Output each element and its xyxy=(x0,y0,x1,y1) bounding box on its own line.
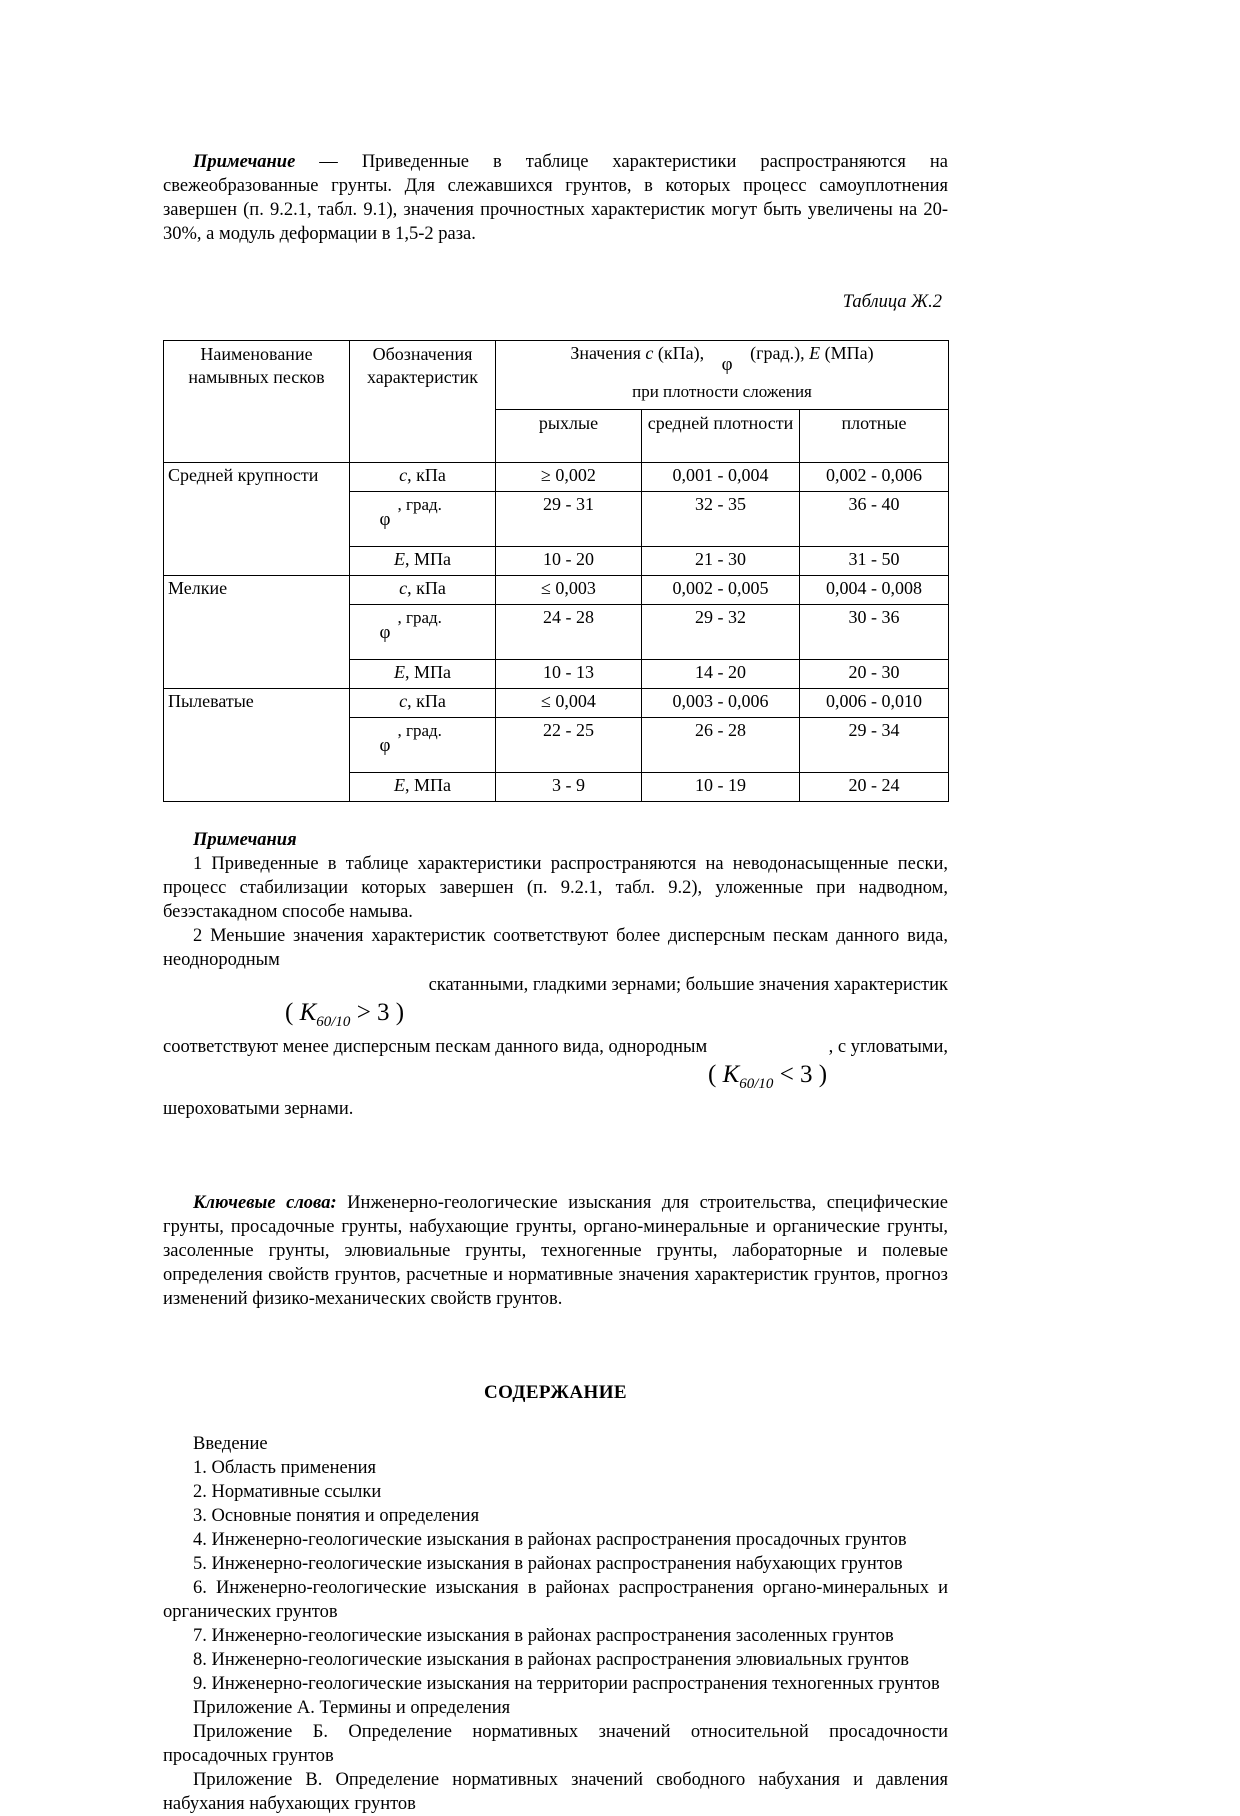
value-cell-dense: 20 - 24 xyxy=(800,773,949,802)
table-zh2 xyxy=(163,340,949,802)
formula2-sub: 60/10 xyxy=(739,1075,774,1092)
note-1: 1 Приведенные в таблице характеристики распространяются на неводонасыщенные пески, процесс стабилизации которых завершен (п. 9.2.1, табл. 9.2), уложенные при надводном, безэстакадном способе намыва. xyxy=(163,854,948,923)
symbol-E: E xyxy=(394,775,405,796)
keywords-label: Ключевые слова: xyxy=(193,1192,337,1213)
characteristic-cell xyxy=(350,689,496,718)
phi-grad-label xyxy=(379,720,466,757)
header-values-kpa: (кПа), xyxy=(653,343,709,364)
contents-item[interactable]: 9. Инженерно-геологические изыскания на территории распространения техногенных грунтов xyxy=(193,1674,940,1695)
unit-label: , град. xyxy=(397,495,442,515)
formula1-sub: 60/10 xyxy=(316,1013,351,1030)
contents-item[interactable]: 8. Инженерно-геологические изыскания в районах распространения элювиальных грунтов xyxy=(193,1650,909,1670)
symbol-E: E xyxy=(394,662,405,683)
notes-title xyxy=(163,828,948,852)
contents-item[interactable]: Приложение Б. Определение нормативных значений относительной просадочности просадочных грунтов xyxy=(163,1722,948,1767)
note-top-text: Приведенные в таблице характеристики распространяются на свежеобразованные грунты. Для слежавшихся грунтов, в которых процесс самоуплотнения завершен (п. 9.2.1, табл. 9.1), значения прочностных характеристик могут быть увеличены на 20-30%, а модуль деформации в 1,5-2 раза. xyxy=(163,152,949,245)
characteristic-cell xyxy=(350,773,496,802)
header-sub-medium: средней плотности xyxy=(642,410,800,463)
note-2-part1: 2 Меньшие значения характеристик соответствуют более дисперсным пескам данного вида, неоднородным xyxy=(163,926,948,971)
value-cell-loose: 10 - 20 xyxy=(496,547,642,576)
unit-label: , кПа xyxy=(407,691,446,712)
characteristic-cell xyxy=(350,718,496,773)
value-cell-dense: 20 - 30 xyxy=(800,660,949,689)
value-cell-dense: 0,004 - 0,008 xyxy=(800,576,949,605)
value-cell-dense: 0,006 - 0,010 xyxy=(800,689,949,718)
note-top-paragraph xyxy=(163,150,948,246)
contents-list xyxy=(163,1432,948,1816)
symbol-c: c xyxy=(399,465,408,486)
row-name-cell: Пылеватые xyxy=(164,689,350,802)
row-name-cell: Средней крупности xyxy=(164,463,350,576)
symbol-c: c xyxy=(399,691,408,712)
phi-icon: φ xyxy=(379,622,391,644)
value-cell-dense: 31 - 50 xyxy=(800,547,949,576)
header-values-grad: (град.), xyxy=(745,343,810,364)
note-top-label: Примечание xyxy=(193,152,296,172)
value-cell-medium: 14 - 20 xyxy=(642,660,800,689)
value-cell-medium: 32 - 35 xyxy=(642,492,800,547)
value-cell-loose: ≤ 0,004 xyxy=(496,689,642,718)
formula2-K: K xyxy=(722,1060,740,1088)
header-values-prefix: Значения xyxy=(570,343,646,364)
table-row xyxy=(164,463,949,492)
contents-title: СОДЕРЖАНИЕ xyxy=(484,1381,627,1403)
value-cell-medium: 21 - 30 xyxy=(642,547,800,576)
value-cell-loose: 24 - 28 xyxy=(496,605,642,660)
keywords-paragraph xyxy=(163,1191,948,1311)
contents-item[interactable]: 5. Инженерно-геологические изыскания в районах распространения набухающих грунтов xyxy=(193,1553,903,1574)
note-2-part2: скатанными, гладкими зернами; большие значения характеристик xyxy=(428,974,948,995)
value-cell-dense: 0,002 - 0,006 xyxy=(800,463,949,492)
value-cell-loose: ≥ 0,002 xyxy=(496,463,642,492)
value-cell-medium: 0,003 - 0,006 xyxy=(642,689,800,718)
contents-item[interactable]: Приложение А. Термины и определения xyxy=(193,1698,511,1719)
value-cell-medium: 29 - 32 xyxy=(642,605,800,660)
header-values-line2: при плотности сложения xyxy=(632,382,812,402)
value-cell-loose: 29 - 31 xyxy=(496,492,642,547)
phi-icon: φ xyxy=(379,509,391,531)
contents-item[interactable]: 1. Область применения xyxy=(193,1457,377,1478)
characteristic-cell xyxy=(350,660,496,689)
value-cell-dense: 29 - 34 xyxy=(800,718,949,773)
characteristic-cell xyxy=(350,492,496,547)
characteristic-cell xyxy=(350,576,496,605)
note-2-part3: соответствуют менее дисперсным пескам данного вида, однородным xyxy=(163,1036,708,1057)
phi-icon: φ xyxy=(379,735,391,757)
value-cell-medium: 0,001 - 0,004 xyxy=(642,463,800,492)
symbol-E: E xyxy=(394,549,405,570)
formula2-open: ( xyxy=(708,1060,723,1088)
table-header-row-1 xyxy=(164,341,949,410)
unit-label: , град. xyxy=(397,608,442,628)
contents-item[interactable]: 6. Инженерно-геологические изыскания в районах распространения органо-минеральных и органических грунтов xyxy=(163,1577,948,1622)
value-cell-medium: 26 - 28 xyxy=(642,718,800,773)
formula1-K: K xyxy=(299,998,317,1026)
keywords-text: Инженерно-геологические изыскания для строительства, специфические грунты, просадочные грунты, набухающие грунты, органо-минеральные и органические грунты, засоленные грунты, элювиальные грунты, техногенные грунты, лабораторные и полевые определения свойств грунтов, расчетные и нормативные значения характеристик грунтов, прогноз изменений физико-механических свойств грунтов. xyxy=(163,1192,948,1309)
note-2-part4: , с угловатыми, xyxy=(828,1036,948,1057)
table-body xyxy=(164,463,949,802)
formula-k6010-greater xyxy=(163,999,948,1035)
formula1-open: ( xyxy=(285,998,300,1026)
header-col-name: Наименование намывных песков xyxy=(164,341,350,463)
unit-label: , МПа xyxy=(405,662,451,683)
unit-label: , МПа xyxy=(405,549,451,570)
contents-item[interactable]: 2. Нормативные ссылки xyxy=(193,1481,382,1502)
row-name-cell: Мелкие xyxy=(164,576,350,689)
notes-title-text: Примечания xyxy=(193,830,297,851)
formula-k6010-less xyxy=(163,1061,948,1097)
formula1-rel: > 3 xyxy=(350,998,390,1026)
value-cell-loose: ≤ 0,003 xyxy=(496,576,642,605)
unit-label: , град. xyxy=(397,721,442,741)
header-sub-loose: рыхлые xyxy=(496,410,642,463)
symbol-c: c xyxy=(399,578,408,599)
symbol-E: E xyxy=(809,343,821,364)
phi-icon: φ xyxy=(721,354,733,376)
header-col-designation: Обозначения характеристик xyxy=(350,341,496,463)
value-cell-loose: 10 - 13 xyxy=(496,660,642,689)
unit-label: , кПа xyxy=(407,578,446,599)
contents-item[interactable]: Приложение В. Определение нормативных значений свободного набухания и давления набухания набухающих грунтов xyxy=(163,1770,948,1815)
unit-label: , МПа xyxy=(405,775,451,796)
table-caption: Таблица Ж.2 xyxy=(842,292,942,313)
formula2-rel: < 3 xyxy=(773,1060,813,1088)
symbol-c: c xyxy=(645,343,654,364)
table-row xyxy=(164,689,949,718)
note-top-dash: — xyxy=(295,152,362,172)
value-cell-dense: 30 - 36 xyxy=(800,605,949,660)
value-cell-medium: 0,002 - 0,005 xyxy=(642,576,800,605)
characteristic-cell xyxy=(350,463,496,492)
contents-item[interactable]: 7. Инженерно-геологические изыскания в районах распространения засоленных грунтов xyxy=(193,1625,894,1646)
unit-label: , кПа xyxy=(407,465,446,486)
value-cell-loose: 22 - 25 xyxy=(496,718,642,773)
contents-item[interactable]: 4. Инженерно-геологические изыскания в районах распространения просадочных грунтов xyxy=(193,1529,907,1550)
phi-grad-label xyxy=(379,494,466,531)
header-values-line1 xyxy=(500,343,944,376)
value-cell-dense: 36 - 40 xyxy=(800,492,949,547)
formula1-close: ) xyxy=(389,998,405,1026)
header-sub-dense: плотные xyxy=(800,410,949,463)
note-2-line-with-gap xyxy=(163,973,948,997)
value-cell-medium: 10 - 19 xyxy=(642,773,800,802)
note-2-part3-row xyxy=(163,1035,948,1059)
header-values-mpa: (МПа) xyxy=(820,343,874,364)
contents-item[interactable]: 3. Основные понятия и определения xyxy=(193,1505,480,1526)
formula2-close: ) xyxy=(812,1060,828,1088)
characteristic-cell xyxy=(350,605,496,660)
header-values-group xyxy=(496,341,949,410)
characteristic-cell xyxy=(350,547,496,576)
value-cell-loose: 3 - 9 xyxy=(496,773,642,802)
note-2-part5: шероховатыми зернами. xyxy=(163,1098,354,1119)
contents-item[interactable]: Введение xyxy=(193,1433,268,1454)
page-content xyxy=(163,150,948,1816)
phi-grad-label xyxy=(379,607,466,644)
table-row xyxy=(164,576,949,605)
